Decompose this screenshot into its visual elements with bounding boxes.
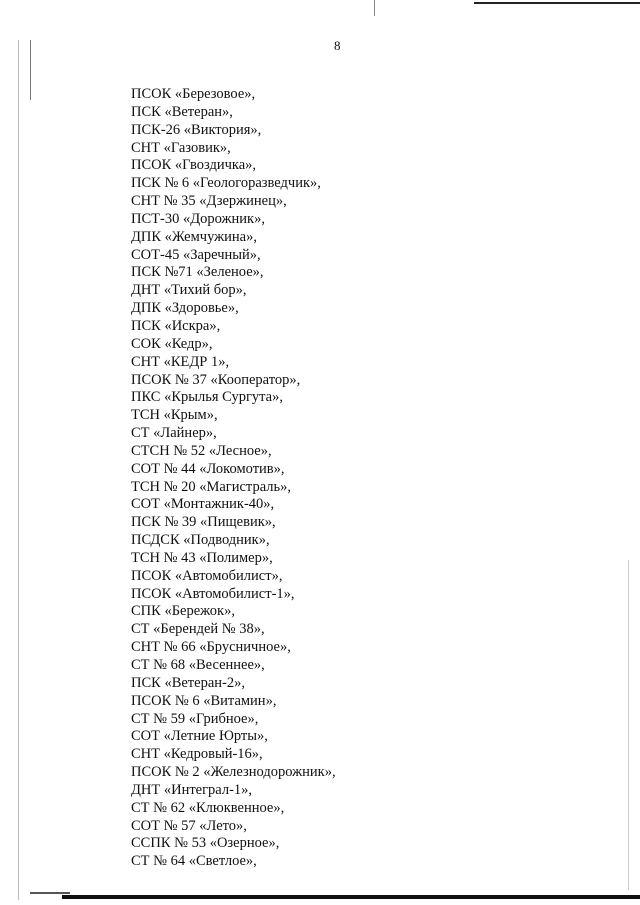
list-item: ТСН № 20 «Магистраль», (131, 478, 291, 495)
list-item: ПСК «Ветеран-2», (131, 674, 245, 691)
list-item: СНТ «Газовик», (131, 139, 231, 156)
scan-artifact-left-edge (18, 40, 19, 900)
list-item: ПСК-26 «Виктория», (131, 121, 262, 138)
list-item: ПСОК № 2 «Железнодорожник», (131, 764, 336, 781)
list-item: ПСОК «Автомобилист-1», (131, 585, 295, 602)
scan-artifact-bottom-mark (30, 892, 70, 894)
scan-artifact-tick (374, 0, 375, 16)
scan-artifact-left-mark (30, 40, 31, 100)
list-item: ПСК «Ветеран», (131, 103, 233, 120)
list-item: СНТ № 66 «Брусничное», (131, 639, 291, 656)
list-item: СОТ «Летние Юрты», (131, 728, 268, 745)
list-item: СТ № 68 «Весеннее», (131, 657, 265, 673)
scan-artifact-top-line (474, 2, 640, 4)
list-item: ПСК № 6 «Геологоразведчик», (131, 175, 321, 192)
organization-list (131, 86, 336, 871)
scan-artifact-bottom-line (62, 895, 640, 899)
list-item: СОК «Кедр», (131, 335, 213, 352)
page-number: 8 (334, 38, 341, 53)
list-item: ПСОК № 37 «Кооператор», (131, 371, 301, 388)
list-item: ДНТ «Тихий бор», (131, 282, 247, 299)
list-item: СТ «Берендей № 38», (131, 621, 265, 638)
list-item: ССПК № 53 «Озерное», (131, 835, 280, 852)
list-item: ДПК «Здоровье», (131, 300, 239, 317)
list-item: СТ № 59 «Грибное», (131, 710, 259, 727)
list-item: СНТ «КЕДР 1», (131, 353, 230, 370)
list-item: ДПК «Жемчужина», (131, 228, 257, 245)
list-item: ПСОК «Автомобилист», (131, 567, 283, 584)
list-item: ПСДСК «Подводник», (131, 532, 270, 549)
list-item: СОТ № 44 «Локомотив», (131, 460, 285, 477)
list-item: ДНТ «Интеграл-1», (131, 781, 253, 798)
list-item: ПСОК «Гвоздичка», (131, 157, 257, 174)
list-item: ПСК №71 «Зеленое», (131, 264, 264, 281)
list-item: ПСОК «Березовое», (131, 86, 256, 102)
list-item: ТСН «Крым», (131, 407, 218, 424)
list-item: СТ № 62 «Клюквенное», (131, 799, 285, 816)
list-item: СНТ «Кедровый-16», (131, 746, 263, 763)
list-item: СТ № 64 «Светлое», (131, 853, 257, 870)
list-item: ПСОК № 6 «Витамин», (131, 692, 277, 709)
list-item: СНТ № 35 «Дзержинец», (131, 193, 287, 210)
list-item: СОТ-45 «Заречный», (131, 246, 261, 263)
list-item: ПСК № 39 «Пищевик», (131, 514, 276, 531)
list-item: СОТ «Монтажник-40», (131, 496, 275, 513)
list-item: ПКС «Крылья Сургута», (131, 389, 283, 406)
list-item: СТСН № 52 «Лесное», (131, 442, 272, 459)
list-item: СТ «Лайнер», (131, 425, 217, 442)
list-item: ПСК «Искра», (131, 317, 221, 334)
list-item: ПСТ-30 «Дорожник», (131, 210, 265, 227)
scan-artifact-right-edge (628, 560, 629, 890)
list-item: СПК «Бережок», (131, 603, 235, 620)
list-item: ТСН № 43 «Полимер», (131, 549, 273, 566)
list-item: СОТ № 57 «Лето», (131, 817, 247, 834)
